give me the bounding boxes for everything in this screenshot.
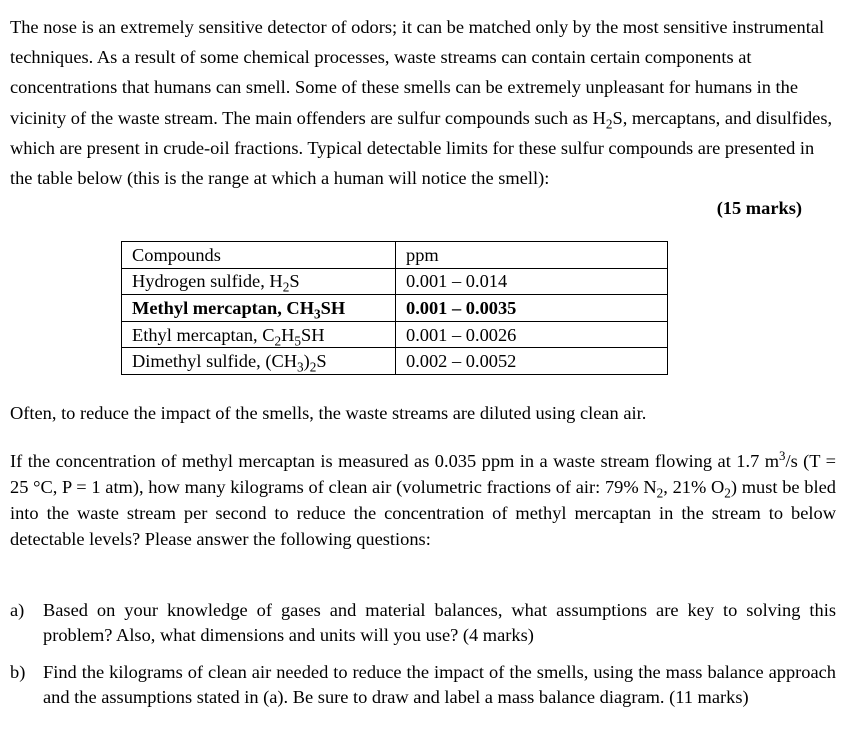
compound-name: Ethyl mercaptan, C: [132, 324, 275, 345]
problem-subscript-o: 2: [724, 485, 731, 501]
problem-superscript: 3: [779, 448, 786, 463]
total-marks: (15 marks): [716, 198, 802, 219]
formula-part: H: [281, 324, 295, 345]
compound-cell: [122, 321, 396, 348]
compound-cell: [122, 268, 396, 295]
problem-text-c: , 21% O: [663, 477, 725, 497]
table-row: [122, 268, 668, 295]
problem-text-d: ) must be bled into the waste stream per second to reduce the concentration of methyl mercaptan in the stream to below detectable levels? Please answer the following questions:: [10, 477, 836, 549]
compound-cell: [122, 295, 396, 322]
table-row: [122, 348, 668, 375]
compound-cell: [122, 348, 396, 375]
problem-text-b: /s (T = 25 °C, P = 1 atm), how many kilograms of clean air (volumetric fractions of air: 79% N: [10, 451, 837, 497]
question-a: [10, 598, 836, 648]
compound-name: Dimethyl sulfide, (CH: [132, 351, 297, 372]
intro-paragraph: [10, 12, 836, 193]
header-compounds: Compounds: [122, 242, 396, 269]
document-page: [10, 12, 836, 223]
question-label: b): [10, 662, 26, 682]
dilution-sentence: Often, to reduce the impact of the smells, the waste streams are diluted using clean air.: [10, 403, 647, 423]
formula-sub: 3: [314, 306, 321, 322]
problem-text-a: If the concentration of methyl mercaptan is measured as 0.035 ppm in a waste stream flowing at 1.7 m: [10, 451, 780, 471]
table-row-highlighted: [122, 295, 668, 322]
table-row: [122, 321, 668, 348]
problem-statement: [10, 448, 836, 552]
intro-text-1: The nose is an extremely sensitive detector of odors; it can be matched only by the most sensitive instrumental techniques. As a result of some chemical processes, waste streams can contain certain components at concentrations that humans can smell. Some of these smells can be extremely unpleasant for humans in the vicinity of the waste stream. The main offenders are sulfur compounds such as H: [10, 17, 825, 128]
intro-subscript: 2: [605, 116, 613, 132]
problem-subscript-n: 2: [656, 485, 664, 501]
formula-sub: 2: [282, 280, 290, 296]
formula-part: S: [316, 351, 327, 372]
formula-sub: 3: [297, 359, 304, 375]
question-text: Find the kilograms of clean air needed to reduce the impact of the smells, using the mass balance approach and the assumptions stated in (a). Be sure to draw and label a mass balance diagram. (11 marks): [43, 662, 836, 707]
formula-sub: 2: [309, 359, 317, 375]
range-cell: 0.001 – 0.014: [396, 268, 668, 295]
compound-name: Methyl mercaptan, CH: [132, 297, 315, 318]
compound-name: Hydrogen sulfide, H: [132, 271, 283, 292]
range-cell: 0.002 – 0.0052: [396, 348, 668, 375]
header-ppm: ppm: [396, 242, 668, 269]
formula-part: ): [303, 351, 310, 372]
table-header-row: [122, 242, 668, 269]
formula-sub: 5: [294, 333, 302, 349]
range-cell: 0.001 – 0.0026: [396, 321, 668, 348]
formula-part: S: [289, 271, 300, 292]
question-b: [10, 660, 836, 710]
formula-sub: 2: [274, 333, 282, 349]
formula-part: SH: [301, 324, 325, 345]
range-cell: 0.001 – 0.0035: [396, 295, 668, 322]
intro-text-2: S, mercaptans, and disulfides, which are present in crude-oil fractions. Typical detectable limits for these sulfur compounds are presented in the table below (this is the range at which a human will notice the smell):: [10, 107, 833, 189]
question-text: Based on your knowledge of gases and material balances, what assumptions are key to solving this problem? Also, what dimensions and units will you use? (4 marks): [43, 600, 836, 645]
question-label: a): [10, 600, 25, 620]
detection-limits-table: [121, 241, 668, 375]
formula-part: SH: [320, 297, 346, 318]
